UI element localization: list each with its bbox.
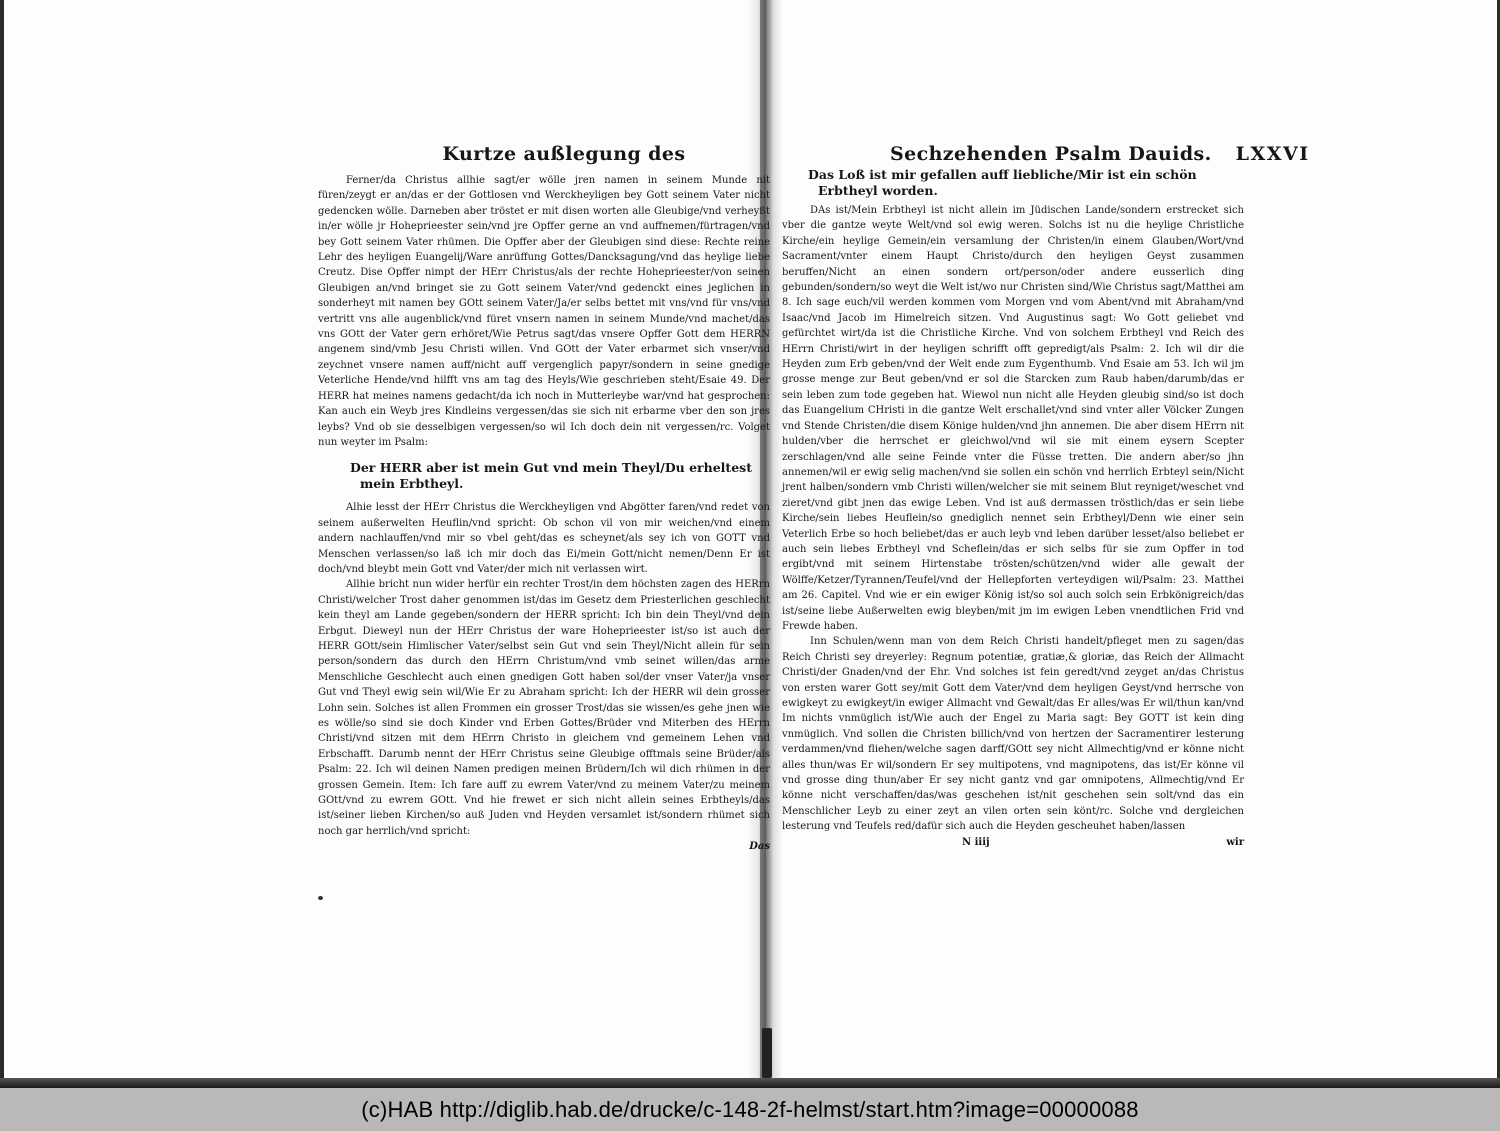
right-catchword: wir [1226, 836, 1244, 848]
left-catchword: Das [749, 841, 770, 853]
left-paragraph-3: Allhie bricht nun wider herfür ein rechter Trost/in dem höchsten zagen des HERrn Christi/welcher Trost daher genommen ist/das im Gesetz dem Priesterlichen geschlecht kein theyl am Lande gegeben/sondern der HERR spricht: Ich bin dein Theyl/vnd dein Erbgut. Dieweyl nun der HErr Christus der ware Hoheprieester ist/so ist auch der HERR GOtt/sein Himlischer Vater/selbst sein Gut vnd sein Theyl/Nicht allein für sein person/sondern das durch den HErrn Christum/vnd vmb seinet willen/das arme Menschliche Geschlecht auch einen gnedigen Gott haben sol/der vnser Vater/ja vnser Gut vnd Theyl ewig sein wil/Wie Er zu Abraham spricht: Ich der HERR wil dein grosser Lohn sein. Solches ist allen Frommen ein grosser Trost/das sie wissen/es gehe jnen wie es wölle/so sind sie doch Kinder vnd Erben Gottes/Brüder vnd Miterben des HErrn Christi/vnd sitzen mit dem HErrn Christo in gleichem vnd gemeinem Lehen vnd Erbschafft. Darumb nennt der HErr Christus seine Gleubige offtmals seine Brüder/als Psalm: 22. Ich wil deinen Namen predigen meinen Brüdern/Ich wil dich rhümen in der grossen Gemein. Item: Ich fare auff zu ewrem Vater/vnd zu meinem Vater/zu meinem GOtt/vnd zu ewrem GOtt. Vnd hie frewet er sich nicht allein seines Erbtheyls/das ist/seiner lieben Kirchen/so auß Juden vnd Heyden versamlet ist/sondern rhümet sich noch gar herrlich/vnd spricht: [318, 579, 770, 837]
right-running-head [782, 143, 1310, 165]
bottom-edge [0, 1078, 1500, 1088]
left-paragraph-1: Ferner/da Christus allhie sagt/er wölle jren namen in seinem Munde nit füren/zeygt er an/das er der Gottlosen vnd Werckheyligen bey Gott seinem Vater nicht gedencken wölle. Darneben aber tröstet er mit disen worten alle Gleubige/vnd verheyßt in/er wölle jr Hoheprieester sein/vnd jre Opffer gerne an vnd auffnemen/fürtragen/vnd bey Gott seinem Vater rhümen. Die Opffer aber der Gleubigen sind diese: Rechte reine Lehr des heyligen Euangelij/Ware anrüffung Gottes/Dancksagung/vnd das heylige liebe Creutz. Dise Opffer nimpt der HErr Christus/als der rechte Hoheprieester/von seinen Gleubigen an/vnd bringet sie zu Gott seinem Vater/vnd gedenckt eines jeglichen in sonderheyt mit namen bey GOtt seinem Vater/Ja/er selbs bettet mit vns/vnd für vns/vnd vertritt vns alle augenblick/vnd füret vnsern namen in seinem Munde/vnd machet/das vns GOtt der Vater gern erhöret/Wie Petrus sagt/das vnsere Opffer Gott dem HERRN angenem sind/vmb Jesu Christi willen. Vnd GOtt der Vater erbarmet sich vnser/vnd zeychnet vnsere namen auff/nicht auff vergenglich papyr/sondern in seine gnedige Veterliche Hende/vnd hilfft vns am tag des Heyls/Wie geschrieben steht/Esaie 49. Der HERR hat meines namens gedacht/da ich noch in Mutterleybe war/vnd hat gesprochen: Kan auch ein Weyb jres Kindleins vergessen/das sie sich nit erbarme vber den son jres leybs? Vnd ob sie desselbigen vergessen/so wil Ich doch dein nit vergessen/rc. Volget nun weyter im Psalm: [318, 175, 770, 448]
binding-tab [762, 1028, 772, 1078]
ink-speck [318, 896, 323, 900]
right-page [782, 143, 1310, 848]
right-paragraph-1: DAs ist/Mein Erbtheyl ist nicht allein im Jüdischen Lande/sondern erstrecket sich vber die gantze weyte Welt/vnd sol ewig weren. Solchs ist nu die heylige Christliche Kirche/ein heylige Gemein/ein versamlung der Christen/in einem Glauben/Wort/vnd Sacrament/vnter einem Haupt Christo/durch den heyligen Geyst zusammen beruffen/Nicht an einen sondern ort/person/oder andere eusserlich ding gebunden/sondern/so weyt die Welt ist/wo nur Christen sind/Wie Christus sagt/Matthei am 8. Ich sage euch/vil werden kommen vom Morgen vnd vom Abent/vnd mit Abraham/vnd Isaac/vnd Jacob im Himelreich sitzen. Vnd Augustinus sagt: Wo Gott geliebet vnd gefürchtet wirt/da ist die Christliche Kirche. Vnd von solchem Erbtheyl vnd Reich des HErrn Christi/wirt in der heyligen schrifft offt gepredigt/als Psalm: 2. Ich wil dir die Heyden zum Erb geben/vnd der Welt ende zum Eygenthumb. Vnd Esaie am 53. Ich wil jm grosse menge zur Beut geben/vnd er sol die Starcken zum Raub haben/darumb/das er sein leben zum tode gegeben hat. Wiewol nun nicht alle Heyden gleubig sind/so ist doch das Euangelium CHristi in die gantze Welt erschallet/vnd sind vnter aller Völcker Zungen vnd Stende Christen/die disem Könige hulden/vnd jhn annemen. Die aber disem HErrn nit hulden/vber die herrschet er gleichwol/vnd wil sie mit einem eysern Scepter zerschlagen/vnd alle seine Feinde vnter die Füsse tretten. Die andern aber/so jhn annemen/wil er ewig selig machen/vnd sie sollen ein schön vnd herrlich Erbteyl sein/Nicht jrent halben/sondern vmb Christi willen/welcher sie mit seinem Blut reyniget/weschet vnd zieret/vnd gibt jnen das ewige Leben. Vnd ist auß dermassen tröstlich/das er sein liebe Kirche/sein liebes Heuflein/so gnediglich nennet sein Erbtheyl/Denn wie einer sein Veterlich Erbe so hoch beliebet/das er auch leyb vnd leben darüber lesset/also beliebet er auch sein liebes Erbtheyl vnd Scheflein/das er sich selbs für sie zum Opffer in tod ergibt/vnd mit seinem Hirtenstabe trösten/schützen/vnd wider alle gewalt der Wölffe/Ketzer/Tyrannen/Teufel/vnd der Hellepforten verteydigen wil/Psalm: 23. Matthei am 26. Capitel. Vnd wie er ein ewiger König ist/so sol auch solch sein Erbkönigreich/das ist/seine liebe Außerwelten ewig bleyben/mit jm im ewigen Leben vnendtlichen Frid vnd Frewde haben. [782, 205, 1244, 632]
credit-text: (c)HAB http://diglib.hab.de/drucke/c-148-2f-helmst/start.htm?image=00000088 [361, 1096, 1139, 1122]
right-running-head-title: Sechzehenden Psalm Dauids. [890, 143, 1212, 165]
right-paragraph-2: Inn Schulen/wenn man von dem Reich Christi handelt/pfleget men zu sagen/das Reich Christi sey dreyerley: Regnum potentiæ, gratiæ,& gloriæ, das Reich der Allmacht Christi/der Gnaden/vnd der Ehr. Vnd solches ist fein geredt/vnd zeyget an/das Christus von ersten warer Gott sey/mit Gott dem Vater/vnd dem heyligen Geyst/vnd herrsche von ewigkeyt zu ewigkeyt/in ewiger Allmacht vnd Gewalt/das Er alles/was Er wil/thun kan/vnd Im nichts vnmüglich ist/Wie auch der Engel zu Maria sagt: Bey GOTT ist kein ding vnmüglich. Vnd sollen die Christen billich/vnd von hertzen der Sacramentirer lesterung verdammen/vnd fliehen/welche sagen darff/GOtt sey nicht Allmechtig/vnd er könne nicht alles thun/was Er wil/sondern Er sey multipotens, vnd magnipotens, das ist/Er könne vil vnd grosse ding thun/aber Er sey nicht gantz vnd gar omnipotens, Allmechtig/vnd Er könne nicht verschaffen/das/was geschehen ist/nit geschehen sein solt/vnd das ein Menschlicher Leyb zu einer zeyt an vilen orten sein könt/rc. Solche vnd dergleichen lesterung vnd Teufels red/dafür sich auch die Heyden gescheuhet haben/lassen [782, 636, 1244, 833]
right-verse: Das Loß ist mir gefallen auff liebliche/Mir ist ein schön Erbtheyl worden. [808, 167, 1197, 198]
left-verse: Der HERR aber ist mein Gut vnd mein Theyl/Du erheltest mein Erbtheyl. [350, 460, 752, 492]
left-page-edge [0, 0, 4, 1080]
left-page [318, 143, 770, 852]
credit-bar [0, 1088, 1500, 1131]
left-paragraph-2: Alhie lesst der HErr Christus die Werckheyligen vnd Abgötter faren/vnd redet von seinem außerwelten Heuflin/vnd spricht: Ob schon vil von mir weichen/vnd einem andern nachlauffen/vnd mir so vbel geht/das es scheynet/als sey ich von GOTT vnd Menschen verlassen/so laß ich mir doch das Ei/mein Gott/nicht nemen/Denn Er ist doch/vnd bleybt mein Gott vnd Vater/der mich nit verlassen wirt. [318, 502, 770, 575]
left-running-head: Kurtze außlegung des [442, 143, 686, 165]
folio-number: LXXVI [1235, 143, 1310, 165]
signature-mark: N iiij [962, 836, 990, 848]
signature-line [782, 837, 1244, 848]
